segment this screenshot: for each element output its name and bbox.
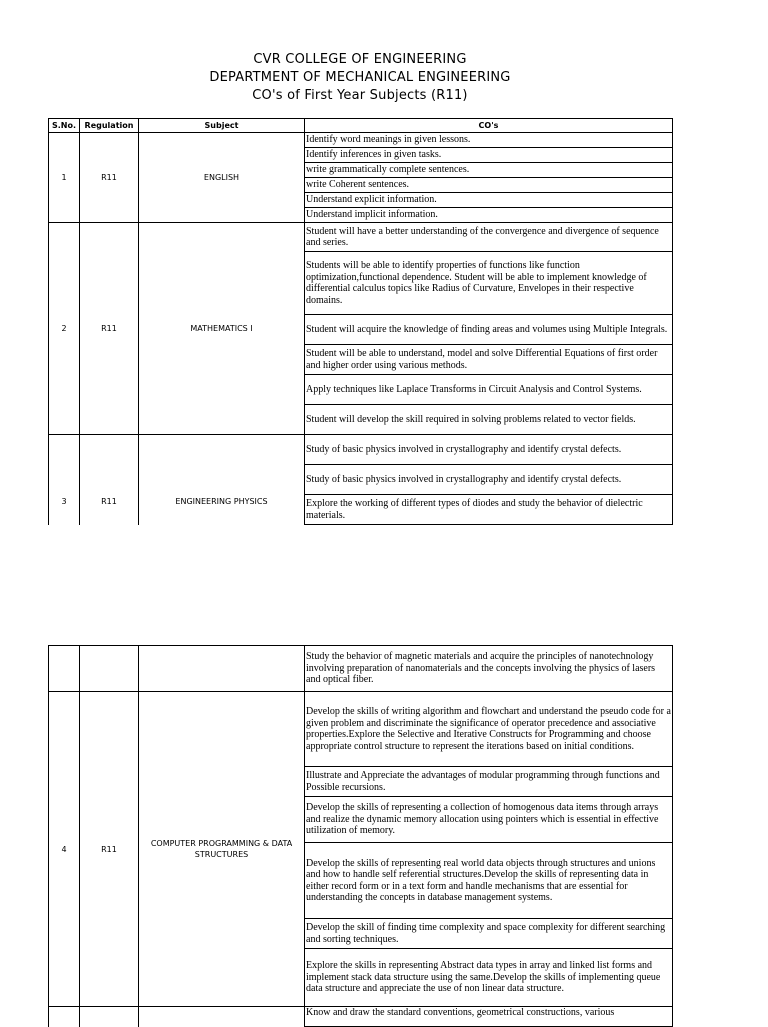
co-cell: Study of basic physics involved in crystallography and identify crystal defects. [305, 435, 673, 465]
sno-cell: 3 [49, 435, 80, 525]
co-cell: Understand implicit information. [305, 208, 673, 223]
regulation-cell: R11 [80, 435, 139, 525]
co-cell: write Coherent sentences. [305, 178, 673, 193]
co-cell: Identify word meanings in given lessons. [305, 133, 673, 148]
sno-cell: 4 [49, 692, 80, 1007]
co-cell: Illustrate and Appreciate the advantages of modular programming through functions and Possible recursions. [305, 767, 673, 797]
subject-cell [139, 646, 305, 692]
subject-cell: ENGINEERING PHYSICS [139, 435, 305, 525]
subject-cell: ENGLISH [139, 133, 305, 223]
co-cell: Develop the skills of representing a collection of homogenous data items through arrays and realize the dynamic memory allocation using pointers which is essential in effective utilization of memory. [305, 797, 673, 843]
regulation-cell [80, 646, 139, 692]
header-cos: CO's [305, 119, 673, 133]
co-cell: Develop the skills of representing real world data objects through structures and unions and how to handle self referential structures.Develop the skills of representing data in either record form or in a text form and handle mechanisms that are essential for understanding the concepts in database management systems. [305, 843, 673, 919]
sno-cell: 2 [49, 223, 80, 435]
regulation-cell: R11 [80, 223, 139, 435]
subject-cell: COMPUTER PROGRAMMING & DATA STRUCTURES [139, 692, 305, 1007]
table-row [49, 133, 673, 148]
table-row [49, 692, 673, 767]
co-cell: Student will develop the skill required in solving problems related to vector fields. [305, 405, 673, 435]
subject-cell: MATHEMATICS I [139, 223, 305, 435]
header-regulation: Regulation [80, 119, 139, 133]
co-cell: Study of basic physics involved in crystallography and identify crystal defects. [305, 465, 673, 495]
co-cell: Understand explicit information. [305, 193, 673, 208]
co-cell: Apply techniques like Laplace Transforms in Circuit Analysis and Control Systems. [305, 375, 673, 405]
co-cell: Students will be able to identify properties of functions like function optimization,functional dependence. Student will be able to implement knowledge of differential calculus topics like Radius of Curvature, Envelopes in their respective domains. [305, 252, 673, 315]
co-cell: Identify inferences in given tasks. [305, 148, 673, 163]
co-cell: Develop the skills of writing algorithm and flowchart and understand the pseudo code for a given problem and discriminate the significance of operator precedence and associative properties.Explore the Selective and Iterative Constructs for Programming and choose appropriate control structure to represent the iterations based on initial conditions. [305, 692, 673, 767]
co-cell: Develop the skill of finding time complexity and space complexity for different searching and sorting techniques. [305, 919, 673, 949]
document-title: CO's of First Year Subjects (R11) [252, 88, 468, 103]
co-cell: Student will acquire the knowledge of finding areas and volumes using Multiple Integrals. [305, 315, 673, 345]
table-row [49, 435, 673, 465]
table-header-row [49, 119, 673, 133]
college-name: CVR COLLEGE OF ENGINEERING [253, 52, 467, 67]
co-table-page-2 [48, 645, 673, 1027]
co-cell: Know and draw the standard conventions, geometrical constructions, various [305, 1007, 673, 1027]
sno-cell [49, 646, 80, 692]
regulation-cell: R11 [80, 133, 139, 223]
department-name: DEPARTMENT OF MECHANICAL ENGINEERING [209, 70, 511, 85]
header-subject: Subject [139, 119, 305, 133]
header-sno: S.No. [49, 119, 80, 133]
co-table-page-1 [48, 118, 673, 525]
co-cell: Explore the working of different types of diodes and study the behavior of dielectric materials. [305, 495, 673, 525]
regulation-cell: R11 [80, 692, 139, 1007]
co-cell: Student will be able to understand, model and solve Differential Equations of first order and higher order using various methods. [305, 345, 673, 375]
co-cell: Study the behavior of magnetic materials and acquire the principles of nanotechnology involving preparation of nanomaterials and the concepts involving the physics of lasers and optical fiber. [305, 646, 673, 692]
co-cell: Explore the skills in representing Abstract data types in array and linked list forms and implement stack data structure using the same.Develop the skills of implementing queue data structure and appreciate the use of non linear data structure. [305, 949, 673, 1007]
co-cell: write grammatically complete sentences. [305, 163, 673, 178]
co-cell: Student will have a better understanding of the convergence and divergence of sequence and series. [305, 223, 673, 252]
table-row [49, 646, 673, 692]
table-row [49, 223, 673, 252]
sno-cell: 1 [49, 133, 80, 223]
